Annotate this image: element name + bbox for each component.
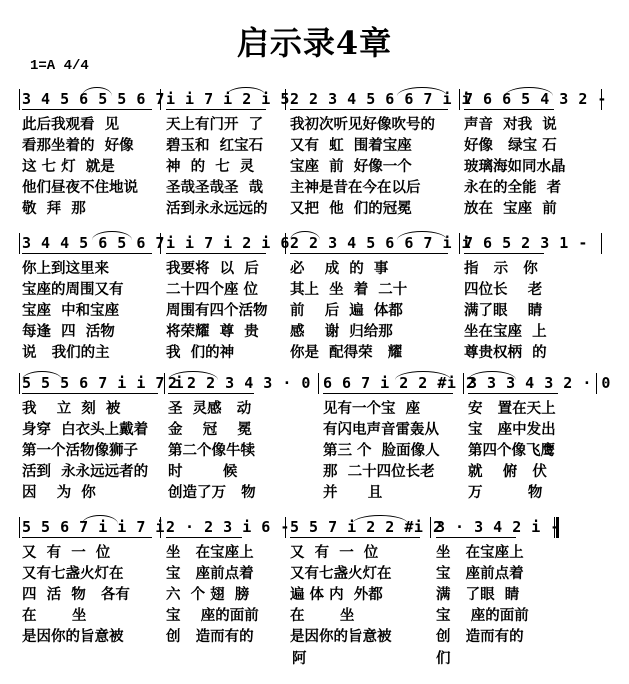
- lyric: 我 立 刻 被: [22, 401, 121, 417]
- lyric: 将荣耀 尊 贵: [166, 324, 259, 340]
- barline: [318, 373, 319, 394]
- lyric: 第一个活物像狮子: [22, 443, 138, 459]
- lyric: 有闪电声音雷轰从: [323, 422, 439, 438]
- lyric: 又有七盏火灯在: [22, 566, 124, 582]
- lyric: 他们昼夜不住地说: [22, 180, 138, 196]
- lyric: 坐 在宝座上: [166, 545, 254, 561]
- lyric: 第四个像飞鹰: [468, 443, 555, 459]
- measure-3: 6 6 7 i 2 2 #i 2: [323, 374, 476, 392]
- lyric: 坐在宝座 上: [464, 324, 547, 340]
- lyric: 其上 坐 着 二十: [290, 282, 408, 298]
- lyric: 活到 永永远远者的: [22, 464, 149, 480]
- lyric: 满 了眼 睛: [436, 587, 520, 603]
- lyric-amen: 们: [436, 651, 451, 667]
- barline: [463, 373, 464, 394]
- lyric: 感 谢 归给那: [290, 324, 393, 340]
- lyric: 你是 配得荣 耀: [290, 345, 403, 361]
- measure-4: 7 6 5 2 3 1 -: [464, 234, 588, 252]
- lyric: 万 物: [468, 485, 543, 501]
- barline: [164, 373, 165, 394]
- lyric: 时 候: [168, 464, 238, 480]
- measure-2: i i 7 i 2 i 5: [166, 90, 290, 108]
- lyric: 安 置在天上: [468, 401, 556, 417]
- lyric: 这 七 灯 就是: [22, 159, 115, 175]
- barline: [601, 233, 602, 254]
- measure-1: 3 4 4 5 6 5 6 7: [22, 234, 165, 252]
- notation-row: [0, 514, 629, 540]
- lyric: 二十四个座 位: [166, 282, 259, 298]
- lyric: 金 冠 冕: [168, 422, 252, 438]
- lyric: 并 且: [323, 485, 383, 501]
- lyric: 宝座 前 好像一个: [290, 159, 412, 175]
- lyric: 坐 在宝座上: [436, 545, 524, 561]
- lyric: 遍 体 内 外都: [290, 587, 383, 603]
- lyric: 玻璃海如同水晶: [464, 159, 566, 175]
- barline: [19, 373, 20, 394]
- measure-4: 3 · 3 4 2 i -: [436, 518, 560, 536]
- lyric: 那 二十四位长老: [323, 464, 435, 480]
- lyric: 我初次听见好像吹号的: [290, 117, 435, 133]
- lyric: 圣哉圣哉圣 哉: [166, 180, 264, 196]
- notation-row: [0, 230, 629, 256]
- lyric: 你上到这里来: [22, 261, 109, 277]
- lyric: 天上有门开 了: [166, 117, 264, 133]
- lyric: 第三 个 脸面像人: [323, 443, 440, 459]
- barline: [160, 89, 161, 110]
- barline: [160, 233, 161, 254]
- barline: [430, 517, 431, 538]
- lyric: 神 的 七 灵: [166, 159, 255, 175]
- lyric: 宝 座前点着: [436, 566, 524, 582]
- lyric: 宝座 中和宝座: [22, 303, 120, 319]
- lyric: 又 有 一 位: [22, 545, 111, 561]
- lyric: 六 个 翅 膀: [166, 587, 250, 603]
- lyric: 见有一个宝 座: [323, 401, 421, 417]
- lyric: 宝座的周围又有: [22, 282, 124, 298]
- measure-2: 2 · 2 3 i 6 -: [166, 518, 290, 536]
- lyric: 创 造而有的: [166, 629, 254, 645]
- lyric: 永在的全能 者: [464, 180, 562, 196]
- lyric: 宝 座的面前: [436, 608, 529, 624]
- lyric-amen: 阿: [292, 651, 307, 667]
- lyric: 因 为 你: [22, 485, 96, 501]
- lyric: 看那坐着的 好像: [22, 138, 134, 154]
- lyric: 宝 座中发出: [468, 422, 556, 438]
- lyric: 我要将 以 后: [166, 261, 259, 277]
- measure-2: 2 2 2 3 4 3 · 0: [168, 374, 311, 392]
- barline: [459, 89, 460, 110]
- lyric: 声音 对我 说: [464, 117, 557, 133]
- lyric: 是因你的旨意被: [290, 629, 392, 645]
- lyric: 是因你的旨意被: [22, 629, 124, 645]
- lyric: 又有 虹 围着宝座: [290, 138, 412, 154]
- measure-3: 2 2 3 4 5 6 6 7 i i: [290, 90, 472, 108]
- lyric: 身穿 白衣头上戴着: [22, 422, 149, 438]
- lyric: 尊贵权柄 的: [464, 345, 547, 361]
- lyric: 敬 拜 那: [22, 201, 86, 217]
- barline: [160, 517, 161, 538]
- lyric: 此后我观看 见: [22, 117, 120, 133]
- barline: [285, 233, 286, 254]
- lyric: 主神是昔在今在以后: [290, 180, 421, 196]
- lyric: 又把 他 们的冠冕: [290, 201, 412, 217]
- lyric: 就 俯 伏: [468, 464, 547, 480]
- lyric: 创 造而有的: [436, 629, 524, 645]
- lyric: 宝 座的面前: [166, 608, 259, 624]
- lyric: 圣 灵感 动: [168, 401, 252, 417]
- barline: [596, 373, 597, 394]
- lyric: 碧玉和 红宝石: [166, 138, 264, 154]
- measure-1: 3 4 5 6 5 5 6 7: [22, 90, 165, 108]
- lyric: 好像 绿宝 石: [464, 138, 557, 154]
- measure-2: i i 7 i 2 i 6: [166, 234, 290, 252]
- lyric: 活到永永远远的: [166, 201, 268, 217]
- notation-row: [0, 370, 629, 396]
- measure-3: 5 5 7 i 2 2 #i 2: [290, 518, 443, 536]
- notation-row: [0, 86, 629, 112]
- lyric: 必 成 的 事: [290, 261, 389, 277]
- lyric: 四位长 老: [464, 282, 543, 298]
- measure-4: 3 3 3 4 3 2 · 0: [468, 374, 611, 392]
- lyric: 前 后 遍 体都: [290, 303, 403, 319]
- measure-1: 5 5 5 6 7 i i 7 i: [22, 374, 185, 392]
- key-signature: 1=A 4/4: [30, 58, 89, 74]
- barline: [19, 89, 20, 110]
- lyric: 在 坐: [290, 608, 355, 624]
- lyric: 宝 座前点着: [166, 566, 254, 582]
- measure-4: 7 6 6 5 4 3 2 -: [464, 90, 607, 108]
- barline: [459, 233, 460, 254]
- lyric: 满了眼 睛: [464, 303, 543, 319]
- song-title: 启示录4章: [236, 24, 393, 62]
- lyric: 我 们的神: [166, 345, 235, 361]
- lyric: 创造了万 物: [168, 485, 256, 501]
- lyric: 指 示 你: [464, 261, 538, 277]
- barline: [19, 517, 20, 538]
- lyric: 又 有 一 位: [290, 545, 379, 561]
- lyric: 放在 宝座 前: [464, 201, 557, 217]
- lyric: 第二个像牛犊: [168, 443, 255, 459]
- lyric: 又有七盏火灯在: [290, 566, 392, 582]
- lyric: 四 活 物 各有: [22, 587, 130, 603]
- barline: [285, 517, 286, 538]
- measure-1: 5 5 6 7 i i 7 i: [22, 518, 165, 536]
- barline: [285, 89, 286, 110]
- lyric: 在 坐: [22, 608, 87, 624]
- measure-3: 2 2 3 4 5 6 6 7 i i: [290, 234, 472, 252]
- lyric: 说 我们的主: [22, 345, 110, 361]
- lyric: 每逢 四 活物: [22, 324, 115, 340]
- final-barline: [554, 517, 559, 538]
- barline: [601, 89, 602, 110]
- lyric: 周围有四个活物: [166, 303, 268, 319]
- barline: [19, 233, 20, 254]
